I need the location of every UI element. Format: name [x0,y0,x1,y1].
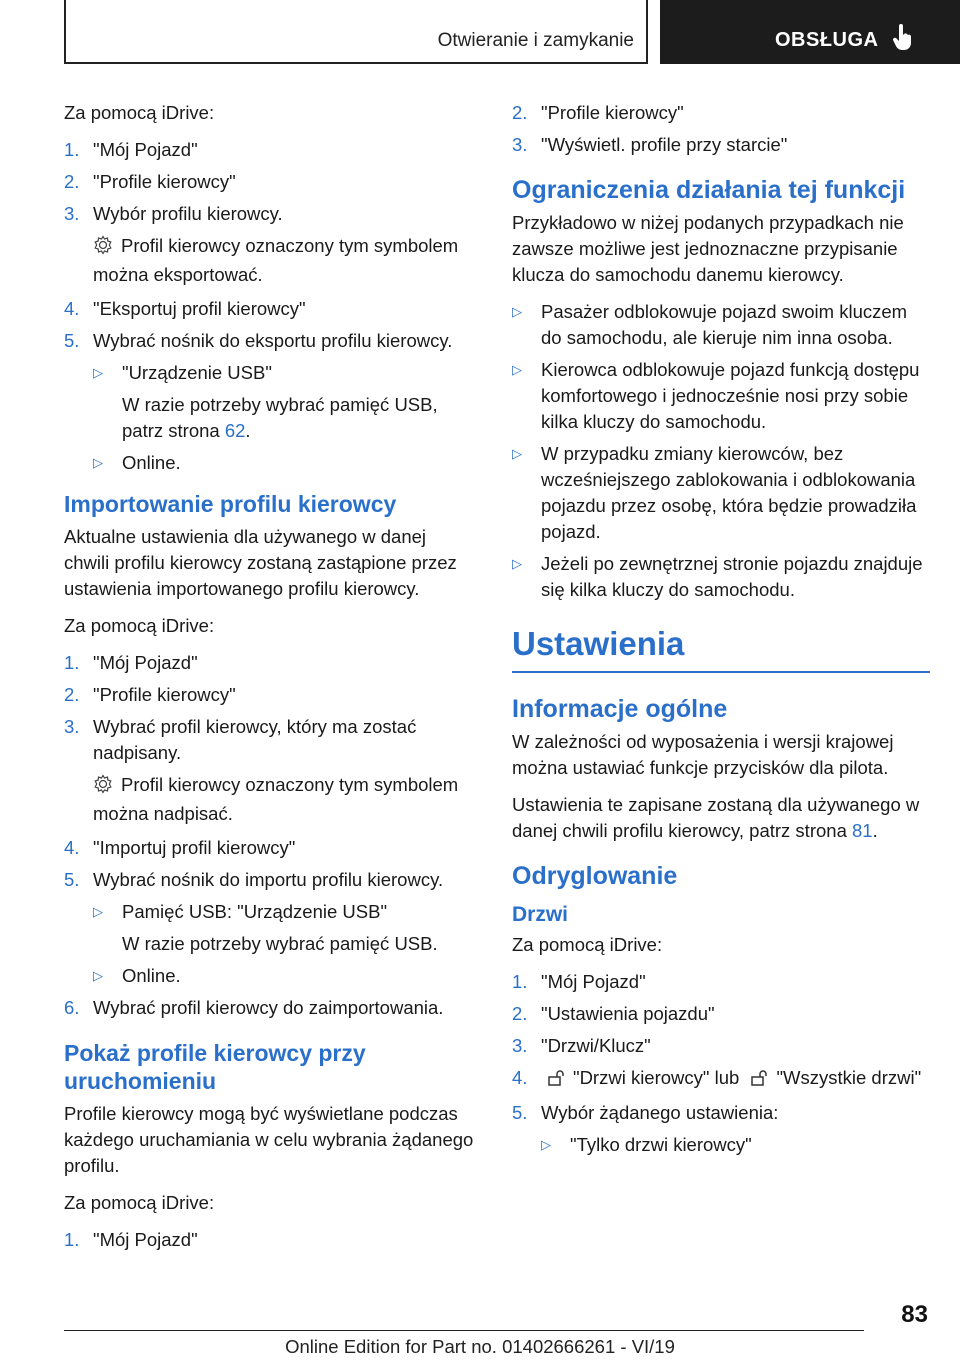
bullet-text: Pasażer odblokowuje pojazd swoim kluczem do samochodu, ale kieruje nim inna osoba. [541,301,908,348]
note-text: Profil kierowcy oznaczony tym symbolem można eksportować. [93,235,459,285]
paragraph: Za pomocą iDrive: [64,102,215,123]
item-number: 6. [64,997,80,1018]
bullet-text: Pamięć USB: "Urządzenie USB" [122,901,388,922]
section-heading-import: Importowanie profilu kierowcy [64,491,397,517]
bullet-text: Jeżeli po zewnętrznej stronie pojazdu znajduje się kilka kluczy do samochodu. [541,553,923,600]
right-column [512,100,930,1164]
list-item [64,201,474,227]
triangle-bullet-icon: ▷ [512,362,522,377]
item-number: 4. [64,837,80,858]
page-link[interactable]: 81 [852,820,873,841]
item-text-a: "Drzwi kierowcy" lub [573,1067,740,1088]
bullet-subtext [122,392,474,444]
gear-icon [93,774,113,801]
page-link[interactable]: 62 [224,420,246,441]
list-item [64,169,474,195]
item-number: 1. [64,139,80,160]
paragraph: Za pomocą iDrive: [512,934,663,955]
bullet-subtext: W razie potrzeby wybrać pamięć USB. [122,933,438,954]
item-text: Wybór profilu kierowcy. [93,203,283,224]
hand-pointer-icon [892,24,914,57]
bullet-item [93,899,474,925]
item-number: 3. [512,1035,528,1056]
list-item [64,867,474,893]
item-number: 3. [64,203,80,224]
item-number: 5. [64,869,80,890]
subtext-end: . [245,420,251,441]
list-item [64,995,474,1021]
list-item [512,1001,930,1027]
paragraph-end: . [872,820,878,841]
left-column [64,100,474,1259]
header-chapter-box [660,0,960,64]
bullet-item [93,360,474,386]
item-number: 3. [64,716,80,737]
item-text-b: "Wszystkie drzwi" [776,1067,922,1088]
note-text: Profil kierowcy oznaczony tym symbolem można nadpisać. [93,774,459,824]
bullet-item [93,963,474,989]
export-note [93,233,474,288]
triangle-bullet-icon: ▷ [541,1137,551,1152]
bullet-text: "Tylko drzwi kierowcy" [570,1134,752,1155]
bullet-item [541,1132,930,1158]
triangle-bullet-icon: ▷ [512,556,522,571]
triangle-bullet-icon: ▷ [93,365,103,380]
item-text: "Profile kierowcy" [541,102,684,123]
bullet-text: Online. [122,965,181,986]
paragraph: W zależności od wyposażenia i wersji krajowej można ustawiać funkcje przycisków dla pilota. [512,731,894,778]
item-number: 5. [512,1102,528,1123]
item-number: 2. [64,684,80,705]
item-text [541,1065,930,1094]
footer-divider [64,1330,864,1331]
item-text: "Mój Pojazd" [93,139,198,160]
list-item [64,835,474,861]
item-text: "Eksportuj profil kierowcy" [93,298,306,319]
list-item [512,100,930,126]
triangle-bullet-icon: ▷ [93,904,103,919]
chapter-heading-wrap [512,621,930,673]
header-section-box [64,0,648,64]
paragraph: Za pomocą iDrive: [64,615,215,636]
item-text: Wybór żądanego ustawienia: [541,1102,779,1123]
item-number: 3. [512,134,528,155]
unlock-icon [547,1068,567,1094]
paragraph: Aktualne ustawienia dla używanego w danej chwili profilu kierowcy zostaną zastąpione przez ustawienia importowanego profilu kierowcy. [64,526,457,599]
subtext: W razie potrzeby wybrać pamięć USB, patrz strona [122,394,438,441]
item-text: "Drzwi/Klucz" [541,1035,651,1056]
chapter-heading-settings: Ustawienia [512,625,685,662]
item-number: 2. [512,1003,528,1024]
bullet-text: W przypadku zmiany kierowców, bez wcześniejszego zablokowania i odblokowania pojazdu przez osobę, która będzie prowadziła pojazd. [541,443,917,542]
bullet-item [512,357,930,435]
item-text: "Ustawienia pojazdu" [541,1003,715,1024]
item-text: "Mój Pojazd" [93,652,198,673]
item-number: 1. [64,652,80,673]
list-item [512,132,930,158]
section-heading-unlock: Odryglowanie [512,862,678,890]
list-item [512,1100,930,1126]
triangle-bullet-icon: ▷ [93,455,103,470]
paragraph: Profile kierowcy mogą być wyświetlane podczas każdego uruchamiania w celu wybrania żądanego profilu. [64,1103,474,1176]
bullet-text: "Urządzenie USB" [122,362,272,383]
list-item [64,296,474,322]
list-item [512,1033,930,1059]
item-number: 2. [64,171,80,192]
triangle-bullet-icon: ▷ [512,446,522,461]
bullet-item [512,299,930,351]
item-text: "Profile kierowcy" [93,684,236,705]
item-text: Wybrać profil kierowcy, który ma zostać nadpisany. [93,716,417,763]
list-item [64,328,474,354]
item-text: "Mój Pojazd" [93,1229,198,1250]
section-heading-general: Informacje ogólne [512,695,728,723]
section-heading-limits: Ograniczenia działania tej funkcji [512,176,906,204]
bullet-item [93,450,474,476]
item-number: 2. [512,102,528,123]
list-item [512,1065,930,1094]
bullet-item [512,441,930,545]
item-number: 1. [64,1229,80,1250]
item-number: 4. [512,1067,528,1088]
item-text: Wybrać nośnik do eksportu profilu kierowcy. [93,330,453,351]
list-item [64,1227,474,1253]
item-text: Wybrać profil kierowcy do zaimportowania. [93,997,444,1018]
subsection-heading-doors: Drzwi [512,903,569,926]
triangle-bullet-icon: ▷ [512,304,522,319]
paragraph: Za pomocą iDrive: [64,1192,215,1213]
item-number: 4. [64,298,80,319]
header-section-title: Otwieranie i zamykanie [437,30,634,51]
triangle-bullet-icon: ▷ [93,968,103,983]
gear-icon [93,235,113,262]
bullet-text: Online. [122,452,181,473]
item-text: "Importuj profil kierowcy" [93,837,296,858]
list-item [64,714,474,766]
import-note [93,772,474,827]
item-number: 5. [64,330,80,351]
list-item [64,137,474,163]
item-text: Wybrać nośnik do importu profilu kierowcy. [93,869,444,890]
list-item [512,969,930,995]
paragraph [512,792,930,844]
item-number: 1. [512,971,528,992]
item-text: "Profile kierowcy" [93,171,236,192]
section-heading-show-profiles: Pokaż profile kierowcy przy uruchomieniu [64,1040,366,1094]
list-item [64,682,474,708]
unlock-icon [750,1068,770,1094]
paragraph-text: Ustawienia te zapisane zostaną dla używanego w danej chwili profilu kierowcy, patrz strona [512,794,920,841]
item-text: "Mój Pojazd" [541,971,646,992]
bullet-item [512,551,930,603]
paragraph: Przykładowo w niżej podanych przypadkach nie zawsze możliwe jest jednoznaczne przypisanie klucza do samochodu danemu kierowcy. [512,212,904,285]
list-item [64,650,474,676]
bullet-text: Kierowca odblokowuje pojazd funkcją dostępu komfortowego i jednocześnie nosi przy sobie kilka kluczy do samochodu. [541,359,920,432]
footer-edition: Online Edition for Part no. 01402666261 - VI/19 [285,1336,675,1357]
item-text: "Wyświetl. profile przy starcie" [541,134,788,155]
page-number: 83 [901,1301,928,1328]
header-chapter-title: OBSŁUGA [775,29,879,51]
